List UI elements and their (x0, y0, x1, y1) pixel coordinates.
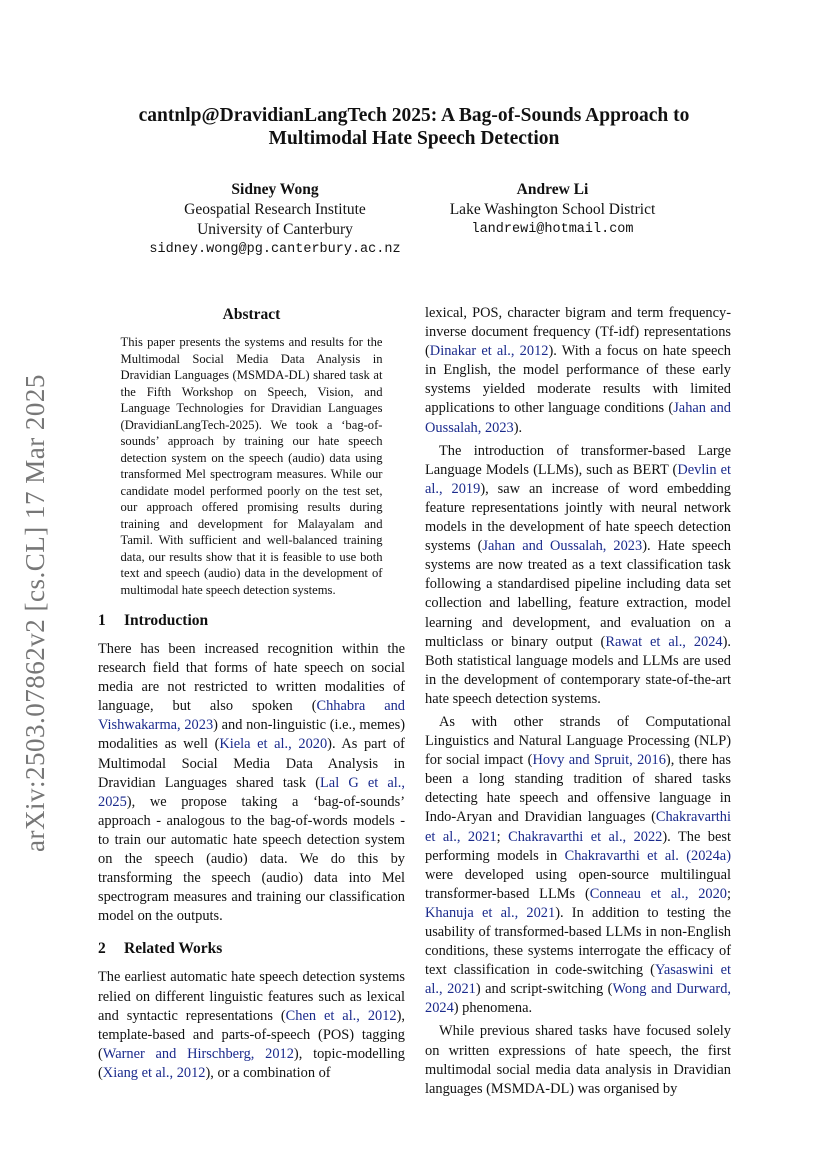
citation-link[interactable]: Jahan and Oussalah, 2023 (482, 538, 643, 555)
author-affiliation: Geospatial Research Institute (184, 201, 366, 218)
section-number: 2 (98, 940, 106, 958)
body-paragraph: lexical, POS, character bigram and term frequency-inverse document frequency (Tf-idf) representations (Dinakar et al., 2012). With a focus on hate speech in English, the model performance of these early systems yielded moderate results with limited applications to other language conditions (Jahan and Oussalah, 2023). (425, 305, 732, 436)
paper-title: cantnlp@DravidianLangTech 2025: A Bag-of-Sounds Approach to Multimodal Hate Speech Detection (138, 105, 690, 149)
author-email: sidney.wong@pg.canterbury.ac.nz (149, 242, 401, 257)
citation-link[interactable]: Jahan and Oussalah, 2023 (425, 400, 731, 436)
right-column (425, 304, 731, 1099)
citation-link[interactable]: Chakravarthi et al., 2022 (508, 828, 663, 845)
body-paragraph: The introduction of transformer-based Large Language Models (LLMs), such as BERT (Devlin et al., 2019), saw an increase of word embedding feature representations jointly with neural network models in the development of hate speech detection systems (Jahan and Oussalah, 2023). Hate speech systems are now treated as a text classification task following a standardised pipeline including data set collection and labelling, feature extraction, model learning and development, and evaluation on a multiclass or binary output (Rawat et al., 2024). Both statistical language models and LLMs are used in the development of contemporary state-of-the-art hate speech detection systems. (425, 442, 731, 707)
section-heading-related-works (98, 940, 405, 958)
author-name: Andrew Li (516, 181, 589, 198)
citation-link[interactable]: Chakravarthi et al. (2024a) (564, 847, 731, 864)
arxiv-identifier (20, 352, 60, 852)
citation-link[interactable]: Chakravarthi et al., 2021 (425, 809, 731, 845)
arxiv-id-text: arXiv:2503.07862v2 [cs.CL] 17 Mar 2025 (20, 374, 50, 852)
body-paragraph: As with other strands of Computational Linguistics and Natural Language Processing (NLP) for social impact (Hovy and Spruit, 2016), there has been a long standing tradition of shared tasks detecting hate speech and offensive language in Indo-Aryan and Dravidian languages (Chakravarthi et al., 2021; Chakravarthi et al., 2022). The best performing models in Chakravarthi et al. (2024a) were developed using open-source multilingual transformer-based LLMs (Conneau et al., 2020; Khanuja et al., 2021). In addition to testing the usability of transformed-based LLMs in non-English conditions, these systems interrogate the efficacy of text classification in code-switching (Yasaswini et al., 2021) and script-switching (Wong and Durward, 2024) phenomena. (425, 713, 732, 1017)
citation-link[interactable]: Lal G et al., 2025 (98, 774, 406, 810)
abstract-text: This paper presents the systems and results for the Multimodal Social Media Data Analysis in Dravidian Languages (MSMDA-DL) shared task at the Fifth Workshop on Speech, Vision, and Language Technologies for Dravidian Languages (DravidianLangTech-2025). We took a ‘bag-of-sounds’ approach by training our hate speech detection system on the speech (audio) data using transformed Mel spectrogram measures. While our candidate model performed poorly on the test set, our approach offered promising results during training and development for Malayalam and Tamil. With sufficient and well-balanced training data, our results show that it is feasible to use both text and speech (audio) data in the development of multimodal hate speech detection systems. (120, 335, 383, 597)
author-affiliation: Lake Washington School District (449, 201, 656, 218)
section-heading-introduction (98, 612, 405, 630)
author-name: Sidney Wong (231, 181, 319, 198)
author-block-1 (140, 180, 410, 260)
author-block-2 (420, 180, 685, 240)
body-paragraph: While previous shared tasks have focused solely on written expressions of hate speech, the first multimodal social media data analysis in Dravidian languages (MSMDA-DL) was organised by (425, 1023, 731, 1097)
citation-link[interactable]: Conneau et al., 2020 (589, 885, 727, 902)
citation-link[interactable]: Devlin et al., 2019 (425, 461, 731, 497)
author-affiliation: University of Canterbury (197, 221, 353, 238)
citation-link[interactable]: Wong and Durward, 2024 (425, 981, 732, 1017)
citation-link[interactable]: Hovy and Spruit, 2016 (532, 752, 666, 769)
left-column (98, 306, 405, 1083)
section-number: 1 (98, 612, 106, 629)
citation-link[interactable]: Chhabra and Vishwakarma, 2023 (98, 698, 405, 734)
citation-link[interactable]: Rawat et al., 2024 (605, 633, 723, 650)
section-title: Related Works (124, 940, 223, 958)
citation-link[interactable]: Dinakar et al., 2012 (429, 343, 549, 360)
citation-link[interactable]: Xiang et al., 2012 (102, 1064, 206, 1081)
citation-link[interactable]: Chen et al., 2012 (285, 1007, 397, 1024)
citation-link[interactable]: Kiela et al., 2020 (219, 736, 328, 753)
intro-paragraph: There has been increased recognition within the research field that forms of hate speech on social media are not restricted to written modalities of language, but also spoken (Chhabra and Vishwakarma, 2023) and non-linguistic (i.e., memes) modalities as well (Kiela et al., 2020). As part of Multimodal Social Media Data Analysis in Dravidian Languages shared task (Lal G et al., 2025), we propose taking a ‘bag-of-sounds’ approach - analogous to the bag-of-words models - to train our automatic hate speech detection system on the speech (audio) data. We do this by transforming the speech (audio) data into Mel spectrogram measures and training our classification model on the outputs. (98, 641, 406, 925)
abstract-heading: Abstract (222, 306, 281, 323)
citation-link[interactable]: Warner and Hirschberg, 2012 (102, 1045, 294, 1062)
section-title: Introduction (124, 612, 209, 629)
citation-link[interactable]: Khanuja et al., 2021 (425, 904, 556, 921)
related-paragraph: The earliest automatic hate speech detection systems relied on different linguistic features such as lexical and syntactic representations (Chen et al., 2012), template-based and parts-of-speech (POS) tagging (Warner and Hirschberg, 2012), topic-modelling (Xiang et al., 2012), or a combination of (98, 969, 406, 1081)
author-email: landrewi@hotmail.com (471, 222, 634, 237)
citation-link[interactable]: Yasaswini et al., 2021 (425, 962, 732, 998)
